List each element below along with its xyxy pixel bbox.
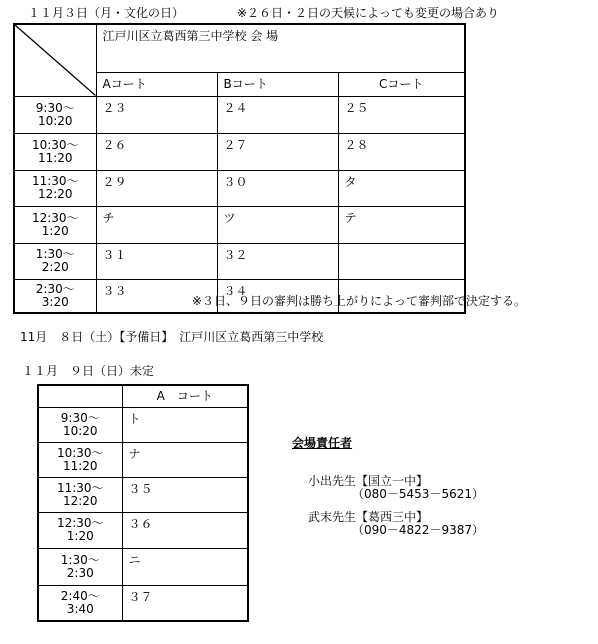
table-row [38,442,248,477]
match-cell: ３０ [217,170,338,206]
court-c-header: Cコート [338,72,465,96]
match-cell: ２５ [338,96,465,133]
court-b-header: Bコート [217,72,338,96]
table-row [14,243,465,279]
time-slot: 9:30～ 10:20 [14,96,96,133]
match-cell: ナ [122,442,248,477]
time-slot: 11:30～ 12:20 [38,477,122,512]
time-slot: 10:30～ 11:20 [38,442,122,477]
blank-header-cell [38,385,122,407]
match-cell: ３２ [217,243,338,279]
time-slot: 1:30～ 2:20 [14,243,96,279]
time-slot: 2:30～ 3:20 [14,279,96,313]
contact-person-1: 小出先生【国立一中】 [308,474,429,488]
header-note: ※２６日・２日の天候によっても変更の場合あり [237,6,500,20]
match-cell: テ [338,206,465,243]
match-cell: ２７ [217,133,338,170]
time-slot: 12:30～ 1:20 [38,512,122,548]
table-row [14,206,465,243]
contact-phone-2: （090－4822－9387） [352,523,484,537]
reserve-day-line: 11月 ８日（土）【予備日】 江戸川区立葛西第三中学校 [20,330,324,344]
table-row [38,407,248,442]
table-row [14,133,465,170]
table-row [38,512,248,548]
match-cell: ３１ [96,243,217,279]
match-cell: ト [122,407,248,442]
contact-person-2: 武末先生【葛西三中】 [308,510,429,524]
table-row [38,585,248,621]
time-slot: 9:30～ 10:20 [38,407,122,442]
match-cell: ２４ [217,96,338,133]
nov9-heading: １１月 ９日（日）未定 [22,364,155,378]
match-cell: タ [338,170,465,206]
time-slot: 10:30～ 11:20 [14,133,96,170]
header-date: １１月３日（月・文化の日） [28,6,185,20]
diagonal-line [15,25,96,96]
referee-footnote: ※３日、９日の審判は勝ち上がりによって審判部で決定する。 [192,294,527,308]
match-cell: ３６ [122,512,248,548]
match-cell [338,243,465,279]
table-row [38,548,248,585]
match-cell: ３７ [122,585,248,621]
time-slot: 1:30～ 2:30 [38,548,122,585]
match-cell: ２６ [96,133,217,170]
match-cell: ３４ [217,279,338,313]
match-cell: チ [96,206,217,243]
table-row [14,170,465,206]
contact-title: 会場責任者 [292,436,353,450]
court-a-header: Aコート [96,72,217,96]
court-a-header: A コート [122,385,248,407]
match-cell: ニ [122,548,248,585]
match-cell: ３５ [122,477,248,512]
table-row [38,477,248,512]
match-cell: ３３ [96,279,217,313]
diagonal-header-cell [14,24,96,96]
match-cell: ２８ [338,133,465,170]
schedule-table-nov3 [13,23,466,314]
schedule-table-nov9 [37,384,249,622]
table-row [14,96,465,133]
match-cell: ２９ [96,170,217,206]
time-slot: 11:30～ 12:20 [14,170,96,206]
contact-phone-1: （080－5453－5621） [352,487,484,501]
time-slot: 12:30～ 1:20 [14,206,96,243]
time-slot: 2:40～ 3:40 [38,585,122,621]
match-cell: ２３ [96,96,217,133]
match-cell: ツ [217,206,338,243]
venue-label: 江戸川区立葛西第三中学校 会 場 [96,24,465,72]
